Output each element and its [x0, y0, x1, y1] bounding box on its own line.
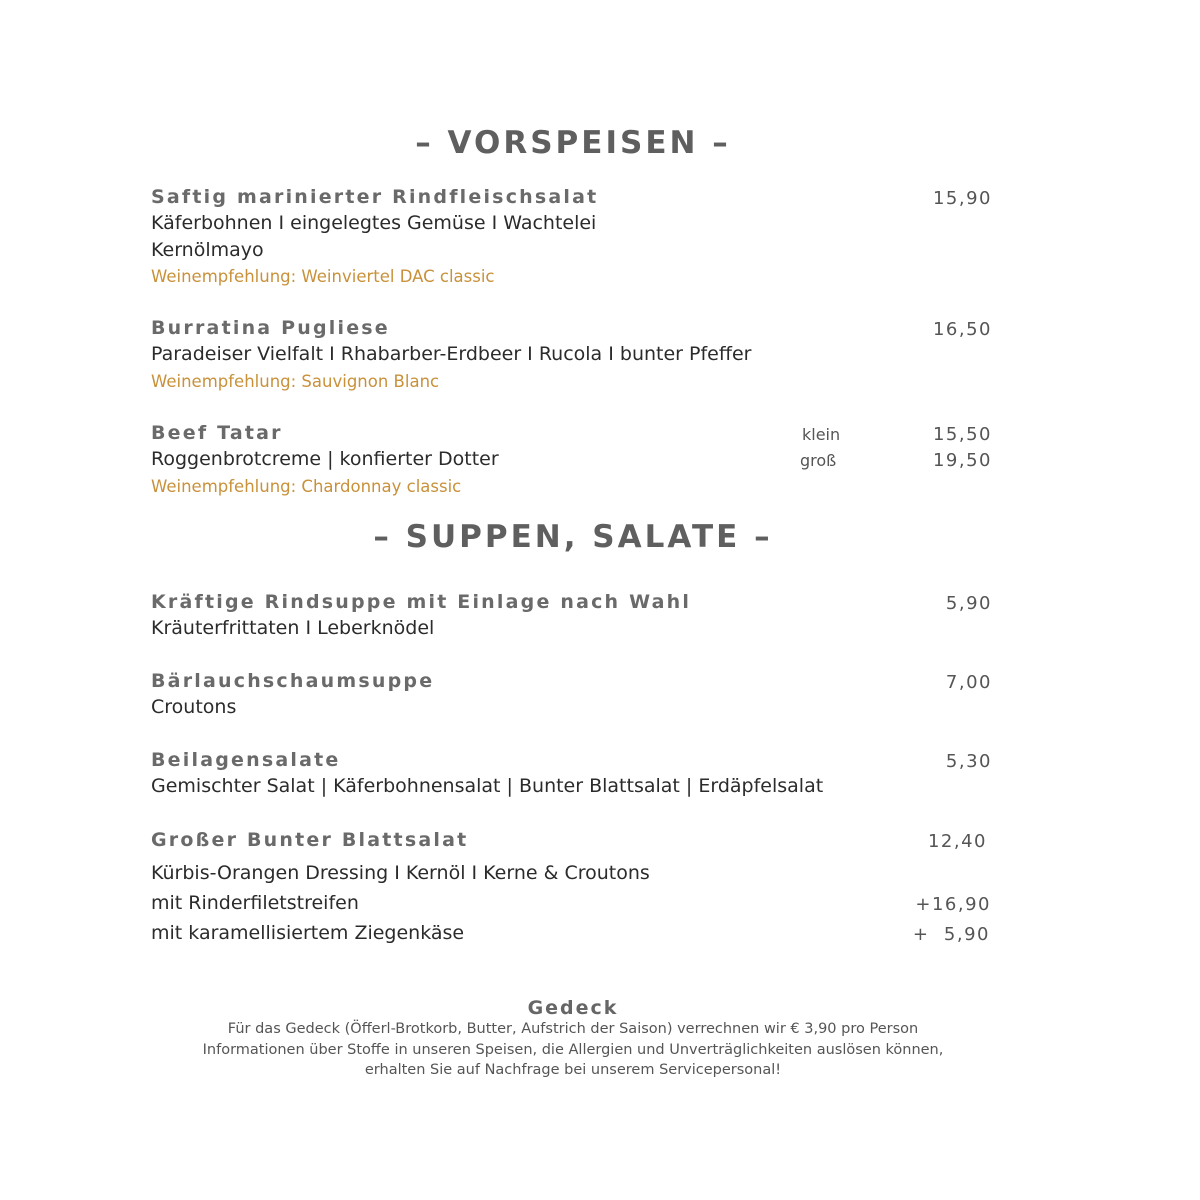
dish-name: Beef Tatar	[151, 422, 283, 444]
wine-recommendation: Weinempfehlung: Weinviertel DAC classic	[151, 267, 495, 286]
wine-recommendation: Weinempfehlung: Chardonnay classic	[151, 477, 462, 496]
dish-price: 7,00	[945, 672, 992, 693]
section-title-vorspeisen: – VORSPEISEN –	[415, 125, 731, 161]
dish-description: Kernölmayo	[151, 239, 264, 261]
dish-price: 15,50	[932, 424, 992, 445]
portion-size-label: groß	[800, 451, 837, 470]
dish-extra-option: mit Rinderfiletstreifen	[151, 892, 359, 914]
dish-description: Kräuterfrittaten I Leberknödel	[151, 617, 435, 639]
dish-price: 15,90	[932, 188, 992, 209]
section-title-suppen-salate: – SUPPEN, SALATE –	[373, 519, 773, 555]
footer-allergen-note: Informationen über Stoffe in unseren Speisen, die Allergien und Unverträglichkeiten auslösen können,	[202, 1042, 944, 1058]
dish-name: Großer Bunter Blattsalat	[151, 829, 469, 851]
dish-price: 19,50	[932, 450, 992, 471]
dish-description: Käferbohnen I eingelegtes Gemüse I Wachtelei	[151, 212, 597, 234]
footer-cover-charge-note: Für das Gedeck (Öfferl-Brotkorb, Butter, Aufstrich der Saison) verrechnen wir € 3,90 pro Person	[227, 1021, 919, 1037]
dish-name: Burratina Pugliese	[151, 317, 390, 339]
extra-option-price: +16,90	[915, 894, 991, 915]
dish-name: Saftig marinierter Rindfleischsalat	[151, 186, 599, 208]
dish-price: 5,90	[945, 593, 992, 614]
dish-price: 12,40	[927, 831, 987, 852]
dish-description: Kürbis-Orangen Dressing I Kernöl I Kerne & Croutons	[151, 862, 650, 884]
dish-description: Croutons	[151, 696, 237, 718]
dish-description: Gemischter Salat | Käferbohnensalat | Bunter Blattsalat | Erdäpfelsalat	[151, 775, 824, 797]
dish-name: Kräftige Rindsuppe mit Einlage nach Wahl	[151, 591, 692, 613]
dish-price: 16,50	[932, 319, 992, 340]
wine-recommendation: Weinempfehlung: Sauvignon Blanc	[151, 372, 440, 391]
footer-title: Gedeck	[527, 997, 619, 1019]
dish-name: Beilagensalate	[151, 749, 341, 771]
dish-price: 5,30	[945, 751, 992, 772]
dish-description: Paradeiser Vielfalt I Rhabarber-Erdbeer I Rucola I bunter Pfeffer	[151, 343, 752, 365]
extra-option-price: + 5,90	[912, 924, 990, 945]
dish-name: Bärlauchschaumsuppe	[151, 670, 435, 692]
dish-description: Roggenbrotcreme | konfierter Dotter	[151, 448, 499, 470]
dish-extra-option: mit karamellisiertem Ziegenkäse	[151, 922, 465, 944]
portion-size-label: klein	[802, 425, 841, 444]
footer-allergen-note: erhalten Sie auf Nachfrage bei unserem Servicepersonal!	[364, 1062, 782, 1078]
